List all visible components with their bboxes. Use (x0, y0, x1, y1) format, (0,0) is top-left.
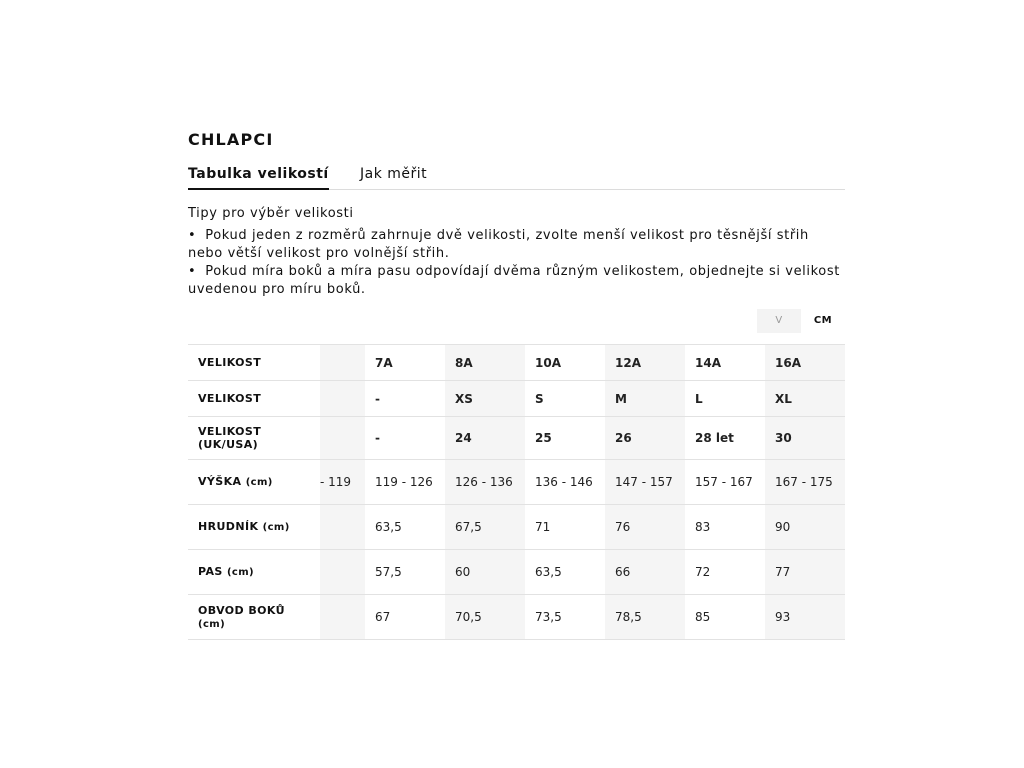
table-cell: 157 - 167 (685, 460, 765, 505)
tab-how-to-measure[interactable]: Jak měřit (360, 166, 428, 182)
table-cell: 67,5 (445, 505, 525, 550)
row-label (188, 460, 320, 505)
table-cell: 63,5 (525, 550, 605, 595)
table-cell: 66 (605, 550, 685, 595)
row-label (188, 595, 320, 640)
unit-inches-button[interactable]: V (757, 309, 801, 333)
row-label-text: PAS (198, 565, 223, 578)
table-cell: 126 - 136 (445, 460, 525, 505)
clipped-column-cell (320, 345, 365, 381)
row-label (188, 505, 320, 550)
table-cell: 90 (765, 505, 845, 550)
row-label (188, 345, 320, 381)
table-cell: 25 (525, 417, 605, 460)
tip-item: • Pokud jeden z rozměrů zahrnuje dvě velikosti, zvolte menší velikost pro těsnější střih nebo větší velikost pro volnější střih. (188, 227, 845, 263)
clipped-column-cell (320, 381, 365, 417)
table-cell: 60 (445, 550, 525, 595)
table-row (188, 595, 845, 640)
row-label-unit: (cm) (262, 522, 290, 533)
table-cell: 83 (685, 505, 765, 550)
row-label-unit: (cm) (226, 567, 255, 578)
row-label (188, 550, 320, 595)
table-cell: - (365, 381, 445, 417)
table-cell: 70,5 (445, 595, 525, 640)
clipped-column-cell (320, 550, 365, 595)
table-cell: 119 - 126 (365, 460, 445, 505)
table-row (188, 505, 845, 550)
table-cell: 30 (765, 417, 845, 460)
table-cell: XL (765, 381, 845, 417)
row-label (188, 381, 320, 417)
table-cell: 7A (365, 345, 445, 381)
row-label-text: VÝŠKA (198, 475, 242, 488)
row-label (188, 417, 320, 460)
tips-list (188, 227, 845, 299)
table-cell: - (365, 417, 445, 460)
clipped-value: - 119 (320, 475, 352, 489)
table-cell: 63,5 (365, 505, 445, 550)
table-row (188, 460, 845, 505)
page-title: CHLAPCI (188, 130, 274, 149)
table-row (188, 345, 845, 381)
table-cell: 85 (685, 595, 765, 640)
table-cell: 8A (445, 345, 525, 381)
size-tips (188, 205, 845, 299)
row-label-text: VELIKOST (UK/USA) (198, 425, 262, 451)
table-cell: L (685, 381, 765, 417)
row-label-unit: (cm) (198, 618, 226, 630)
table-cell: 73,5 (525, 595, 605, 640)
table-row (188, 550, 845, 595)
table-cell: 71 (525, 505, 605, 550)
table-cell: 93 (765, 595, 845, 640)
table-cell: 76 (605, 505, 685, 550)
table-row (188, 417, 845, 460)
table-cell: 26 (605, 417, 685, 460)
row-label-text: VELIKOST (198, 356, 262, 369)
unit-toggle (757, 309, 845, 333)
table-cell: 16A (765, 345, 845, 381)
table-cell: 147 - 157 (605, 460, 685, 505)
table-cell: 77 (765, 550, 845, 595)
table-cell: 78,5 (605, 595, 685, 640)
table-cell: 10A (525, 345, 605, 381)
tab-size-table[interactable]: Tabulka velikostí (188, 162, 329, 190)
table-cell: S (525, 381, 605, 417)
tips-heading: Tipy pro výběr velikosti (188, 206, 354, 221)
table-cell: M (605, 381, 685, 417)
clipped-column-cell (320, 460, 365, 505)
table-cell: 57,5 (365, 550, 445, 595)
tab-bar (188, 162, 845, 190)
tip-item: • Pokud míra boků a míra pasu odpovídají dvěma různým velikostem, objednejte si velikost uvedenou pro míru boků. (188, 263, 845, 299)
size-guide-panel (188, 128, 845, 630)
row-label-text: OBVOD BOKŮ (198, 603, 285, 617)
size-table (188, 344, 845, 640)
table-row (188, 381, 845, 417)
unit-cm-button[interactable]: CM (801, 309, 845, 333)
clipped-column-cell (320, 417, 365, 460)
row-label-unit: (cm) (245, 477, 273, 488)
table-cell: 14A (685, 345, 765, 381)
clipped-column-cell (320, 505, 365, 550)
row-label-text: HRUDNÍK (198, 520, 259, 533)
table-cell: 136 - 146 (525, 460, 605, 505)
table-cell: 72 (685, 550, 765, 595)
table-cell: XS (445, 381, 525, 417)
table-cell: 67 (365, 595, 445, 640)
table-cell: 167 - 175 (765, 460, 845, 505)
table-cell: 12A (605, 345, 685, 381)
table-cell: 28 let (685, 417, 765, 460)
table-cell: 24 (445, 417, 525, 460)
row-label-text: VELIKOST (198, 392, 262, 405)
clipped-column-cell (320, 595, 365, 640)
